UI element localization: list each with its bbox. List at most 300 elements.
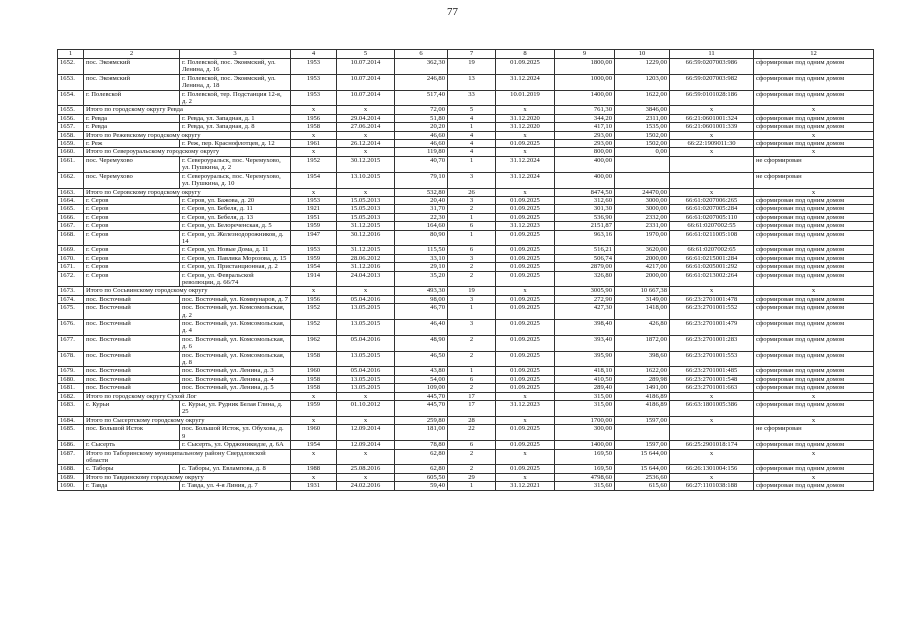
cadastral-number xyxy=(670,172,754,188)
land-status: сформирован под одним домом xyxy=(754,375,874,383)
date: 13.05.2015 xyxy=(337,320,395,336)
cost: 1000,00 xyxy=(555,74,615,90)
cost: 169,50 xyxy=(555,449,615,465)
area: 259,80 xyxy=(395,416,448,424)
year-built: 1947 xyxy=(291,230,337,246)
area: 517,40 xyxy=(395,90,448,106)
column-number-row xyxy=(58,50,874,59)
residents: 1 xyxy=(448,367,496,375)
table-row xyxy=(58,384,874,392)
deadline: 01.09.2025 xyxy=(496,367,555,375)
row-number: 1657. xyxy=(58,123,84,131)
address: г. Серов, ул. Бажова, д. 20 xyxy=(180,196,291,204)
residents: 33 xyxy=(448,90,496,106)
area: 80,90 xyxy=(395,230,448,246)
cadastral-number: x xyxy=(670,106,754,114)
address: пос. Восточный, ул. Ленина, д. 3 xyxy=(180,367,291,375)
cost: 398,40 xyxy=(555,320,615,336)
subtotal-label: Итого по Сосьвинскому городскому округу xyxy=(84,287,291,295)
settlement: пос. Экоямский xyxy=(84,74,180,90)
land-status: x xyxy=(754,131,874,139)
cadastral-value: 3149,00 xyxy=(615,295,670,303)
cadastral-number: 66:59:0207003:986 xyxy=(670,59,754,75)
table-row xyxy=(58,90,874,106)
deadline: 01.09.2025 xyxy=(496,263,555,271)
address: г. Ревда, ул. Западная, д. 1 xyxy=(180,114,291,122)
deadline: x xyxy=(496,473,555,481)
date: 12.09.2014 xyxy=(337,441,395,449)
date: 01.10.2012 xyxy=(337,401,395,417)
land-status: сформирован под одним домом xyxy=(754,384,874,392)
land-status: x xyxy=(754,416,874,424)
date: 25.08.2016 xyxy=(337,465,395,473)
cadastral-value: 2331,00 xyxy=(615,222,670,230)
date: 15.05.2013 xyxy=(337,213,395,221)
settlement: пос. Восточный xyxy=(84,320,180,336)
area: 40,70 xyxy=(395,156,448,172)
cadastral-number: x xyxy=(670,392,754,400)
date: 12.09.2014 xyxy=(337,425,395,441)
row-number: 1684. xyxy=(58,416,84,424)
residents: 1 xyxy=(448,230,496,246)
deadline: x xyxy=(496,449,555,465)
land-status: сформирован под одним домом xyxy=(754,246,874,254)
subtotal-row xyxy=(58,106,874,114)
residents: 13 xyxy=(448,74,496,90)
date: 24.02.2016 xyxy=(337,482,395,490)
subtotal-label: Итого по Тавдинскому городскому округу xyxy=(84,473,291,481)
cadastral-number: 66:21:0601001:339 xyxy=(670,123,754,131)
year-built: x xyxy=(291,131,337,139)
address: г. Серов, ул. Бебеля, д. 13 xyxy=(180,213,291,221)
date: x xyxy=(337,287,395,295)
cadastral-number: 66:61:0213002:264 xyxy=(670,271,754,287)
year-built: 1960 xyxy=(291,367,337,375)
area: 532,80 xyxy=(395,188,448,196)
cost: 8474,50 xyxy=(555,188,615,196)
table-row xyxy=(58,205,874,213)
area: 46,60 xyxy=(395,140,448,148)
cost: 427,30 xyxy=(555,304,615,320)
settlement: г. Серов xyxy=(84,246,180,254)
area: 78,80 xyxy=(395,441,448,449)
address: пос. Восточный, ул. Ленина, д. 5 xyxy=(180,384,291,392)
table-row xyxy=(58,367,874,375)
subtotal-row xyxy=(58,416,874,424)
row-number: 1690. xyxy=(58,482,84,490)
address: г. Североуральск, пос. Черемухово, ул. Пушкина, д. 2 xyxy=(180,156,291,172)
cadastral-number: 66:61:0207006:265 xyxy=(670,196,754,204)
cadastral-value: 3000,00 xyxy=(615,196,670,204)
year-built: 1952 xyxy=(291,156,337,172)
row-number: 1673. xyxy=(58,287,84,295)
address: г. Серов, ул. Железнодорожников, д. 14 xyxy=(180,230,291,246)
land-status: x xyxy=(754,287,874,295)
address: пос. Восточный, ул. Комсомольская, д. 4 xyxy=(180,320,291,336)
table-row xyxy=(58,320,874,336)
address: г. Тавда, ул. 4-я Линия, д. 7 xyxy=(180,482,291,490)
residents: 3 xyxy=(448,196,496,204)
deadline: 01.09.2025 xyxy=(496,196,555,204)
cadastral-number: 66:23:2701001:479 xyxy=(670,320,754,336)
residents: 4 xyxy=(448,140,496,148)
area: 164,60 xyxy=(395,222,448,230)
year-built: 1958 xyxy=(291,375,337,383)
land-status: сформирован под одним домом xyxy=(754,351,874,367)
cadastral-number: 66:23:2701001:548 xyxy=(670,375,754,383)
residents: 3 xyxy=(448,172,496,188)
settlement: г. Серов xyxy=(84,222,180,230)
area: 119,80 xyxy=(395,148,448,156)
row-number: 1669. xyxy=(58,246,84,254)
cadastral-value: 4186,89 xyxy=(615,392,670,400)
year-built: 1962 xyxy=(291,335,337,351)
residents: 4 xyxy=(448,131,496,139)
date: 13.05.2015 xyxy=(337,375,395,383)
area: 62,80 xyxy=(395,465,448,473)
deadline: 01.09.2025 xyxy=(496,271,555,287)
cadastral-number: 66:61:0207005:110 xyxy=(670,213,754,221)
deadline: x xyxy=(496,188,555,196)
cadastral-value: 10 667,38 xyxy=(615,287,670,295)
residents: 1 xyxy=(448,156,496,172)
col-header: 7 xyxy=(448,50,496,59)
col-header: 5 xyxy=(337,50,395,59)
deadline: 01.09.2025 xyxy=(496,295,555,303)
row-number: 1679. xyxy=(58,367,84,375)
year-built: 1958 xyxy=(291,384,337,392)
land-status: не сформирован xyxy=(754,425,874,441)
cadastral-value: 4217,00 xyxy=(615,263,670,271)
year-built: 1953 xyxy=(291,196,337,204)
row-number: 1682. xyxy=(58,392,84,400)
residents: 6 xyxy=(448,246,496,254)
cadastral-value: 426,80 xyxy=(615,320,670,336)
date: 13.10.2015 xyxy=(337,172,395,188)
area: 43,80 xyxy=(395,367,448,375)
area: 46,50 xyxy=(395,351,448,367)
table-row xyxy=(58,59,874,75)
housing-table xyxy=(57,49,874,491)
table-row xyxy=(58,196,874,204)
row-number: 1672. xyxy=(58,271,84,287)
settlement: с. Курьи xyxy=(84,401,180,417)
settlement: пос. Большой Исток xyxy=(84,425,180,441)
cost: 293,00 xyxy=(555,140,615,148)
land-status: x xyxy=(754,449,874,465)
residents: 4 xyxy=(448,148,496,156)
table-row xyxy=(58,441,874,449)
area: 109,00 xyxy=(395,384,448,392)
cost: 315,00 xyxy=(555,392,615,400)
table-row xyxy=(58,401,874,417)
residents: 29 xyxy=(448,473,496,481)
cost: 169,50 xyxy=(555,465,615,473)
cadastral-number: 66:22:1909011:30 xyxy=(670,140,754,148)
cost: 536,90 xyxy=(555,213,615,221)
date: 15.05.2013 xyxy=(337,205,395,213)
land-status: x xyxy=(754,106,874,114)
year-built: 1931 xyxy=(291,482,337,490)
date: 28.06.2012 xyxy=(337,254,395,262)
date: x xyxy=(337,392,395,400)
residents: 6 xyxy=(448,222,496,230)
subtotal-label: Итого по Сысертскому городскому округу xyxy=(84,416,291,424)
residents: 3 xyxy=(448,254,496,262)
area: 115,50 xyxy=(395,246,448,254)
land-status: x xyxy=(754,392,874,400)
settlement: г. Серов xyxy=(84,213,180,221)
deadline: 01.09.2025 xyxy=(496,254,555,262)
settlement: г. Серов xyxy=(84,271,180,287)
residents: 26 xyxy=(448,188,496,196)
cost: 301,30 xyxy=(555,205,615,213)
land-status: сформирован под одним домом xyxy=(754,482,874,490)
cadastral-value: 1502,00 xyxy=(615,131,670,139)
address: пос. Восточный, ул. Ленина, д. 4 xyxy=(180,375,291,383)
cost: 293,00 xyxy=(555,131,615,139)
year-built: 1959 xyxy=(291,254,337,262)
area: 62,80 xyxy=(395,449,448,465)
date: 10.07.2014 xyxy=(337,59,395,75)
cadastral-value: 1203,00 xyxy=(615,74,670,90)
area: 46,40 xyxy=(395,320,448,336)
deadline: 01.09.2025 xyxy=(496,351,555,367)
table-row xyxy=(58,271,874,287)
settlement: пос. Восточный xyxy=(84,351,180,367)
year-built: 1914 xyxy=(291,271,337,287)
land-status: сформирован под одним домом xyxy=(754,465,874,473)
table-row xyxy=(58,375,874,383)
year-built: 1954 xyxy=(291,441,337,449)
cadastral-number: 66:59:0207003:982 xyxy=(670,74,754,90)
row-number: 1683. xyxy=(58,401,84,417)
cadastral-value: 0,00 xyxy=(615,148,670,156)
settlement: г. Серов xyxy=(84,263,180,271)
row-number: 1655. xyxy=(58,106,84,114)
cadastral-number: 66:61:0207002:55 xyxy=(670,222,754,230)
area: 54,00 xyxy=(395,375,448,383)
col-header: 3 xyxy=(180,50,291,59)
table-row xyxy=(58,465,874,473)
year-built: 1961 xyxy=(291,140,337,148)
cadastral-value: 1622,00 xyxy=(615,367,670,375)
settlement: г. Тавда xyxy=(84,482,180,490)
area: 35,20 xyxy=(395,271,448,287)
cost: 300,00 xyxy=(555,425,615,441)
row-number: 1652. xyxy=(58,59,84,75)
address: пос. Восточный, ул. Комсомольская, д. 2 xyxy=(180,304,291,320)
cadastral-value: 4186,89 xyxy=(615,401,670,417)
cadastral-number: 66:25:2901018:174 xyxy=(670,441,754,449)
table-row xyxy=(58,295,874,303)
row-number: 1662. xyxy=(58,172,84,188)
date: 31.12.2016 xyxy=(337,263,395,271)
cost: 400,00 xyxy=(555,172,615,188)
address: г. Серов, ул. Бебеля, д. 11 xyxy=(180,205,291,213)
settlement: г. Серов xyxy=(84,230,180,246)
residents: 3 xyxy=(448,320,496,336)
table-body xyxy=(58,59,874,491)
row-number: 1680. xyxy=(58,375,84,383)
year-built: x xyxy=(291,106,337,114)
cost: 272,90 xyxy=(555,295,615,303)
subtotal-row xyxy=(58,148,874,156)
row-number: 1685. xyxy=(58,425,84,441)
date: x xyxy=(337,106,395,114)
settlement: пос. Восточный xyxy=(84,384,180,392)
settlement: пос. Восточный xyxy=(84,304,180,320)
residents: 6 xyxy=(448,441,496,449)
land-status: сформирован под одним домом xyxy=(754,196,874,204)
deadline: 01.09.2025 xyxy=(496,425,555,441)
deadline: 01.09.2025 xyxy=(496,465,555,473)
table-row xyxy=(58,156,874,172)
cost: 393,40 xyxy=(555,335,615,351)
row-number: 1687. xyxy=(58,449,84,465)
row-number: 1667. xyxy=(58,222,84,230)
land-status: сформирован под одним домом xyxy=(754,213,874,221)
deadline: x xyxy=(496,287,555,295)
row-number: 1674. xyxy=(58,295,84,303)
date: x xyxy=(337,416,395,424)
cadastral-number: 66:23:2701001:553 xyxy=(670,351,754,367)
cadastral-number: 66:26:1301004:156 xyxy=(670,465,754,473)
cost: 315,00 xyxy=(555,401,615,417)
area: 48,90 xyxy=(395,335,448,351)
deadline: 01.09.2025 xyxy=(496,335,555,351)
address: г. Сысерть, ул. Орджоникидзе, д. 6А xyxy=(180,441,291,449)
address: г. Серов, ул. Павлика Морозова, д. 15 xyxy=(180,254,291,262)
land-status: сформирован под одним домом xyxy=(754,271,874,287)
area: 29,10 xyxy=(395,263,448,271)
address: г. Серов, ул. Пристанционная, д. 2 xyxy=(180,263,291,271)
cost: 3005,90 xyxy=(555,287,615,295)
row-number: 1658. xyxy=(58,131,84,139)
subtotal-label: Итого по Таборинскому муниципальному району Свердловской области xyxy=(84,449,291,465)
cadastral-number: 66:27:1101038:188 xyxy=(670,482,754,490)
col-header: 10 xyxy=(615,50,670,59)
cadastral-value: 1535,00 xyxy=(615,123,670,131)
cadastral-value: 2311,00 xyxy=(615,114,670,122)
cadastral-value: 398,60 xyxy=(615,351,670,367)
area: 98,00 xyxy=(395,295,448,303)
land-status: x xyxy=(754,188,874,196)
cadastral-value: 15 644,00 xyxy=(615,449,670,465)
subtotal-label: Итого по городскому округу Сухой Лог xyxy=(84,392,291,400)
table-row xyxy=(58,304,874,320)
cadastral-number: 66:23:2701001:663 xyxy=(670,384,754,392)
row-number: 1661. xyxy=(58,156,84,172)
table-row xyxy=(58,351,874,367)
cadastral-number: 66:21:0601001:324 xyxy=(670,114,754,122)
cost: 1400,00 xyxy=(555,441,615,449)
land-status: x xyxy=(754,148,874,156)
cadastral-number: 66:23:2701001:552 xyxy=(670,304,754,320)
deadline: 10.01.2019 xyxy=(496,90,555,106)
deadline: 31.12.2021 xyxy=(496,482,555,490)
year-built: 1953 xyxy=(291,74,337,90)
deadline: x xyxy=(496,106,555,114)
col-header: 6 xyxy=(395,50,448,59)
area: 72,00 xyxy=(395,106,448,114)
year-built: 1953 xyxy=(291,246,337,254)
cost: 963,16 xyxy=(555,230,615,246)
date: x xyxy=(337,473,395,481)
table-row xyxy=(58,222,874,230)
row-number: 1675. xyxy=(58,304,84,320)
deadline: x xyxy=(496,148,555,156)
area: 22,30 xyxy=(395,213,448,221)
table-row xyxy=(58,213,874,221)
deadline: 31.12.2024 xyxy=(496,74,555,90)
col-header: 2 xyxy=(84,50,180,59)
settlement: г. Реж xyxy=(84,140,180,148)
settlement: г. Сысерть xyxy=(84,441,180,449)
year-built: 1960 xyxy=(291,425,337,441)
settlement: пос. Черемухово xyxy=(84,172,180,188)
table-row xyxy=(58,246,874,254)
area: 362,30 xyxy=(395,59,448,75)
date: 10.07.2014 xyxy=(337,74,395,90)
residents: 2 xyxy=(448,271,496,287)
row-number: 1676. xyxy=(58,320,84,336)
cadastral-number: 66:61:0211005:108 xyxy=(670,230,754,246)
residents: 2 xyxy=(448,449,496,465)
cadastral-value xyxy=(615,425,670,441)
deadline: 01.09.2025 xyxy=(496,384,555,392)
land-status: x xyxy=(754,473,874,481)
area: 31,70 xyxy=(395,205,448,213)
land-status: сформирован под одним домом xyxy=(754,205,874,213)
table-row xyxy=(58,254,874,262)
cadastral-value: 2000,00 xyxy=(615,271,670,287)
residents: 19 xyxy=(448,59,496,75)
subtotal-label: Итого по Серовскому городскому округу xyxy=(84,188,291,196)
cadastral-number: 66:63:1801005:386 xyxy=(670,401,754,417)
year-built: 1956 xyxy=(291,114,337,122)
row-number: 1677. xyxy=(58,335,84,351)
cost: 410,50 xyxy=(555,375,615,383)
table-row xyxy=(58,425,874,441)
subtotal-row xyxy=(58,449,874,465)
area: 605,50 xyxy=(395,473,448,481)
address: г. Североуральск, пос. Черемухово, ул. Пушкина, д. 10 xyxy=(180,172,291,188)
land-status: сформирован под одним домом xyxy=(754,263,874,271)
table-row xyxy=(58,263,874,271)
year-built: 1958 xyxy=(291,123,337,131)
cost: 506,74 xyxy=(555,254,615,262)
cost: 761,30 xyxy=(555,106,615,114)
cadastral-number xyxy=(670,425,754,441)
date: 13.05.2015 xyxy=(337,351,395,367)
address: г. Полевской, тер. Подстанция 12-я, д. 2 xyxy=(180,90,291,106)
land-status: сформирован под одним домом xyxy=(754,114,874,122)
deadline: 01.09.2025 xyxy=(496,246,555,254)
land-status: сформирован под одним домом xyxy=(754,222,874,230)
deadline: 01.09.2025 xyxy=(496,230,555,246)
cost: 326,80 xyxy=(555,271,615,287)
date: 26.12.2014 xyxy=(337,140,395,148)
row-number: 1653. xyxy=(58,74,84,90)
date: 05.04.2016 xyxy=(337,335,395,351)
deadline: 31.12.2020 xyxy=(496,114,555,122)
cadastral-value: 15 644,00 xyxy=(615,465,670,473)
land-status: сформирован под одним домом xyxy=(754,335,874,351)
land-status: сформирован под одним домом xyxy=(754,59,874,75)
settlement: с. Таборы xyxy=(84,465,180,473)
address: пос. Восточный, ул. Комсомольская, д. 8 xyxy=(180,351,291,367)
